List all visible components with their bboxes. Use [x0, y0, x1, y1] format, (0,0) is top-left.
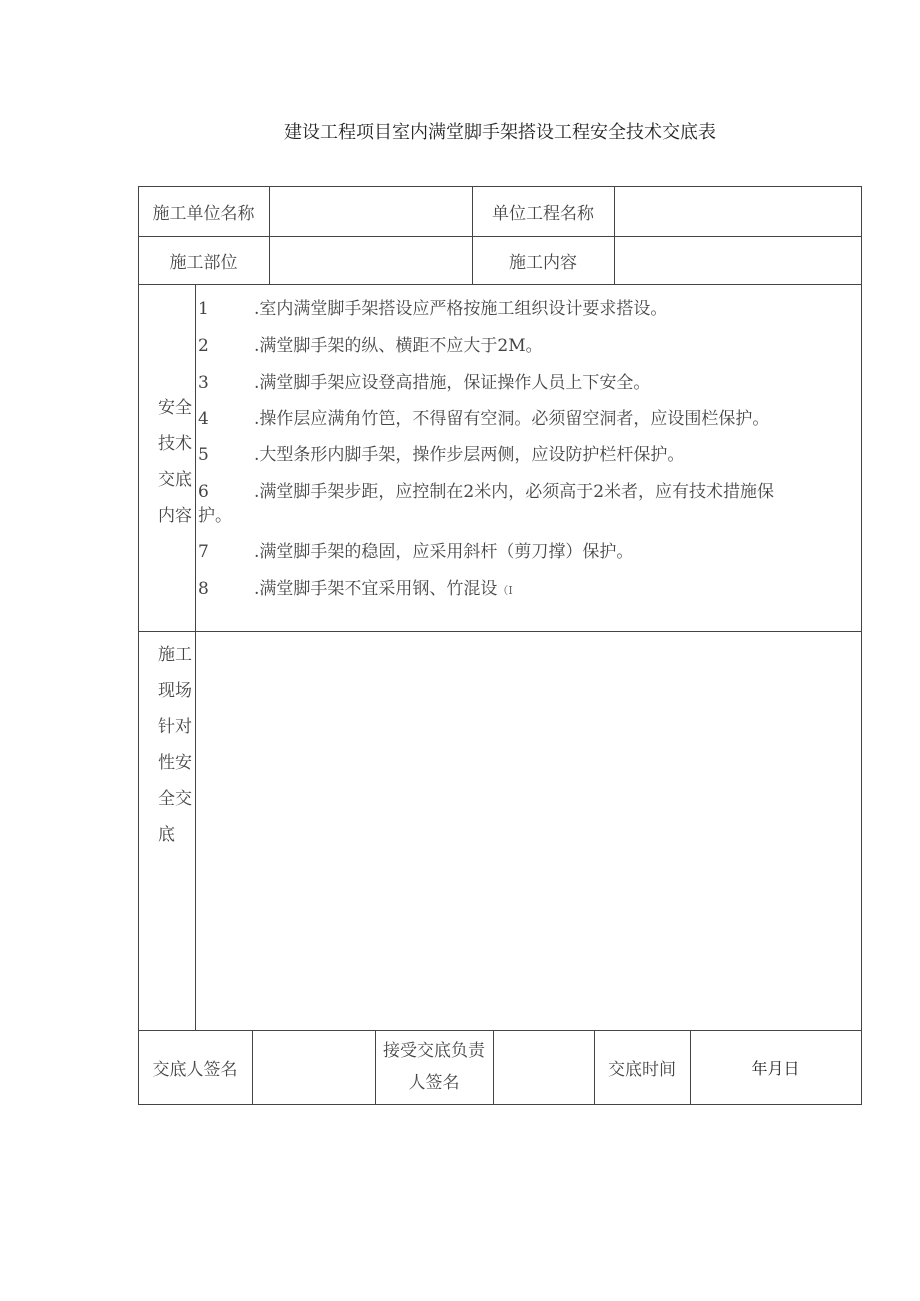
construction-unit-label: 施工单位名称: [152, 203, 255, 224]
receiver-signature-label: 接受交底负责 人签名: [383, 1041, 485, 1093]
construction-content-value[interactable]: [614, 236, 861, 284]
receiver-signature-value[interactable]: [493, 1030, 594, 1104]
table-border-bottom: [138, 1104, 862, 1105]
list-item: 7 .满堂脚手架的稳固，应采用斜杆（剪刀撑）保护。: [198, 542, 634, 562]
list-item: 6 .满堂脚手架步距，应控制在2米内，必须高于2米者，应有技术措施保: [198, 482, 775, 502]
construction-content-label: 施工内容: [509, 252, 577, 273]
disclosure-date-value[interactable]: 年月日: [751, 1058, 800, 1078]
list-item: 1 .室内满堂脚手架搭设应严格按施工组织设计要求搭设。: [198, 299, 668, 319]
list-item: 5 .大型条形内脚手架，操作步层两侧，应设防护栏杆保护。: [198, 445, 685, 465]
disclosure-time-label: 交底时间: [608, 1059, 676, 1080]
giver-signature-label: 交底人签名: [152, 1059, 238, 1080]
page-title: 建设工程项目室内满堂脚手架搭设工程安全技术交底表: [284, 122, 716, 143]
list-item: 4 .操作层应满角竹笆，不得留有空洞。必须留空洞者，应设围栏保护。: [198, 409, 770, 429]
list-item-continuation: 护。: [198, 506, 232, 526]
construction-part-value[interactable]: [269, 236, 472, 284]
list-item: 3 .满堂脚手架应设登高措施，保证操作人员上下安全。: [198, 373, 651, 393]
giver-signature-value[interactable]: [252, 1030, 375, 1104]
disclosure-table: [138, 186, 862, 1105]
row-divider: [138, 284, 862, 285]
safety-content-label: 安全 技术 交底 内容: [158, 398, 192, 526]
project-name-label: 单位工程名称: [492, 203, 594, 224]
table-border-right: [861, 186, 862, 1105]
construction-part-label: 施工部位: [169, 252, 238, 273]
list-item: 2 .满堂脚手架的纵、横距不应大于2M。: [198, 336, 543, 356]
list-item: 8 .满堂脚手架不宜采用钢、竹混设（I: [198, 579, 513, 599]
site-safety-label: 施工 现场 针对 性安 全交 底: [158, 645, 192, 845]
project-name-value[interactable]: [614, 186, 861, 236]
site-safety-content[interactable]: [196, 632, 861, 1030]
table-border-left: [138, 186, 139, 1105]
construction-unit-value[interactable]: [269, 186, 472, 236]
